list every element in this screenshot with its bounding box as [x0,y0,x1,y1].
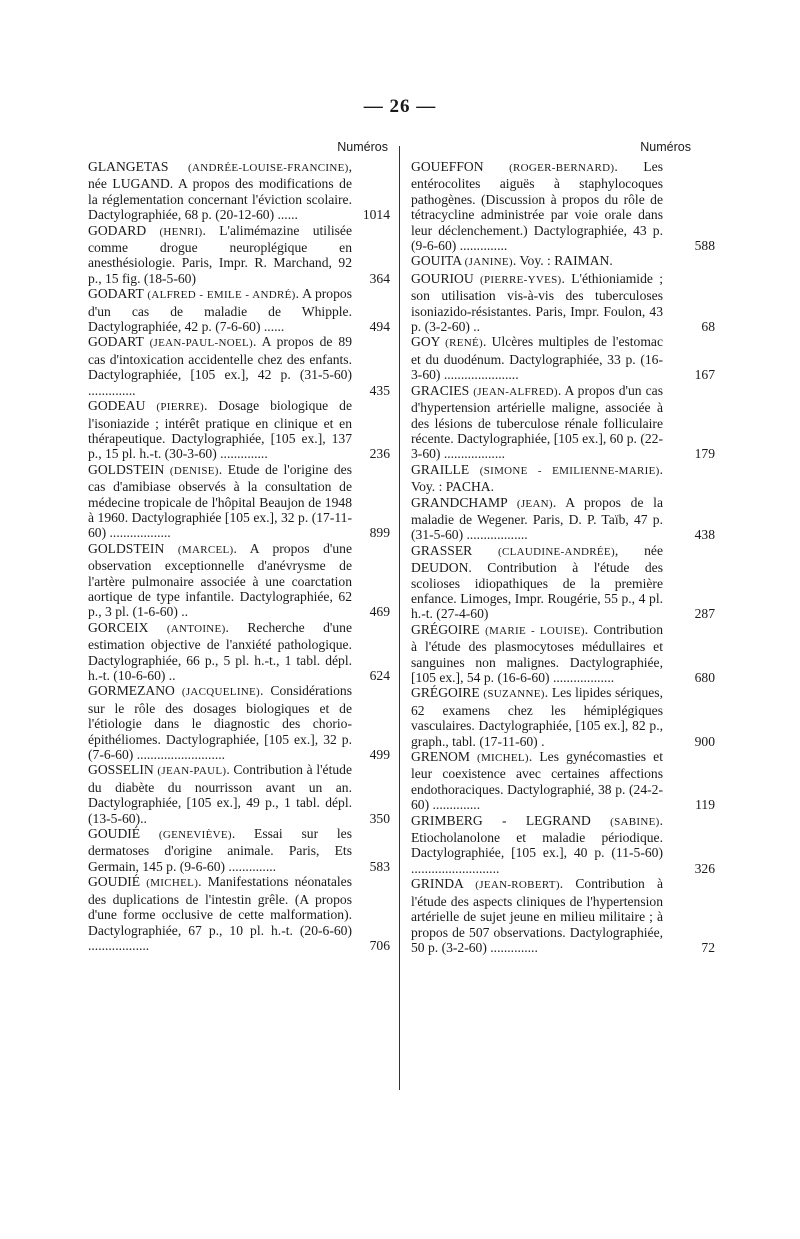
bibliography-entry [411,334,715,383]
author-surname: GRENOM [411,749,470,765]
bibliography-entry [88,762,390,826]
author-surname: GODARD [88,222,147,238]
author-surname: GRANDCHAMP [411,494,508,510]
bibliography-entry [411,462,693,495]
entry-text: . A propos d'un cas de maladie de Whipple. Dactylographiée, 42 p. (7-6-60) ...... [88,286,352,335]
entry-number: 438 [694,527,715,543]
entry-number: 350 [369,810,390,826]
author-given-names: (JEAN-PAUL) [157,765,227,778]
bibliography-entry [88,398,390,462]
entry-text: , née DEUDON. Contribution à l'étude des scolioses idiopathiques de la première enfance. Limoges, Impr. Rougérie, 55 p., 4 pl. h.-t. (27-4-60) [411,542,663,622]
entry-number: 900 [694,733,715,749]
entry-text: . A propos d'un cas d'hypertension artérielle maligne, associée à des lésions de tuberculose rénale folliculaire récente. Dactylographiée, [105 ex.], 60 p. (22-3-60) .................. [411,382,663,462]
author-surname: GLANGETAS [88,159,169,174]
entry-number: 236 [369,446,390,462]
entry-text: . Les entérocolites aiguës à staphylocoques pathogènes. (Discussion à propos du rôle de tétracycline administrée par voie orale dans leur déclenchement.) Dactylographiée, 43 p. (9-6-60) .............. [411,159,663,254]
bibliography-entry [88,683,390,762]
author-surname: GRASSER [411,542,473,558]
author-given-names: (ALFRED - EMILE - ANDRÉ) [147,289,296,302]
entry-text: . Recherche d'une estimation objective de l'anxiété pathologique. Dactylographiée, 66 p., 5 pl. h.-t., 1 tabl. dépl. h.-t. (10-6-60) .. [88,619,352,683]
author-surname: GODART [88,334,144,350]
author-surname: GRINDA [411,876,464,892]
author-surname: GRÉGOIRE [411,685,480,701]
bibliography-entry [88,286,390,334]
entry-number: 494 [369,319,390,335]
bibliography-entry [411,253,693,270]
bibliography-entry [88,874,390,953]
bibliography-entry [411,542,715,622]
bibliography-entry [411,159,715,254]
author-given-names: (JEAN-PAUL-NOEL) [149,337,253,350]
author-given-names: (JANINE) [464,256,513,269]
entry-text: . Etiocholanolone et maladie périodique. Dactylographiée, [105 ex.], 40 p. (11-5-60) .......................... [411,812,663,876]
entry-number: 1014 [362,207,390,223]
bibliography-entry [411,876,715,955]
author-given-names: (MARIE - LOUISE) [485,624,585,637]
entry-number: 680 [694,670,715,685]
author-given-names: (ROGER-BERNARD) [509,162,615,174]
entry-number: 583 [369,858,390,874]
bibliography-entry [88,159,390,223]
author-given-names: (HENRI) [159,225,203,238]
entry-text: . Les gynécomasties et leur coexistence avec certaines affections endothoraciques. Dactylographié, 38 p. (24-2-60) .............. [411,749,663,813]
entry-number: 167 [694,367,715,383]
bibliography-entry [88,462,390,541]
author-surname: GOUDIÉ [88,826,141,842]
author-surname: GRÉGOIRE [411,621,480,637]
entry-number: 119 [695,797,715,813]
bibliography-entry [411,270,715,335]
entry-text: . Contribution à l'étude des aspects cliniques de l'hypertension artérielle de sujet jeune en milieu militaire ; à propos de 507 observations. Dactylographiée, 50 p. (3-2-60) .............. [411,876,663,955]
bibliography-entry [88,223,390,287]
author-given-names: (JACQUELINE) [181,686,261,699]
bibliography-entry [411,749,715,813]
author-given-names: (DENISE) [169,464,219,477]
author-surname: GODART [88,286,144,302]
entry-text: . Contribution à l'étude du diabète du nourrisson avant un an. Dactylographiée, [105 ex.], 49 p., 1 tabl. dépl. (13-5-60).. [88,762,352,826]
author-surname: GOLDSTEIN [88,540,165,556]
author-surname: GORCEIX [88,619,149,635]
entry-number: 469 [369,604,390,620]
entry-number: 624 [369,668,390,683]
column-header: Numéros [337,140,388,154]
author-given-names: (MICHEL) [477,752,529,765]
bibliography-entry [411,494,715,543]
author-given-names: (GENEVIÈVE) [158,829,232,842]
entry-text: . Etude de l'origine des cas d'amibiase observés à la consultation de médecine tropicale de l'hôpital Beaujon de 1948 à 1960. Dactylographiée [105 ex.], 32 p. (17-11-60) .................. [88,461,352,541]
author-given-names: (MICHEL) [146,877,199,890]
author-given-names: (SABINE) [610,815,660,828]
entry-text: . Considérations sur le rôle des dosages biologiques et de l'étiologie dans le diagnostic des chorio-épithéliomes. Dactylographiée, [105 ex.], 32 p. (7-6-60) .......................... [88,683,352,763]
entry-text: . Essai sur les dermatoses d'origine animale. Paris, Ets Germain, 145 p. (9-6-60) .............. [88,826,352,874]
entry-list [88,159,390,953]
author-surname: GOLDSTEIN [88,461,165,477]
entry-text: . A propos d'une observation exceptionnelle d'anévrysme de l'artère pulmonaire associée à une coarctation aortique de type infantile. Dactylographiée, 62 p., 3 pl. (1-6-60) .. [88,540,352,620]
author-surname: GOUDIÉ [88,874,141,890]
entry-text: . A propos de la maladie de Wegener. Paris, D. P. Taïb, 47 p. (31-5-60) .................. [411,494,663,543]
entry-number: 179 [694,446,715,462]
page-number: — 26 — [363,96,437,117]
author-surname: GODEAU [88,398,146,414]
bibliography-entry [88,620,390,684]
author-given-names: (CLAUDINE-ANDRÉE) [498,545,615,558]
entry-text: . Voy. : RAIMAN. [512,253,613,269]
author-given-names: (JEAN-ROBERT) [475,879,560,892]
entry-text: . Contribution à l'étude des plasmocytoses médullaires et sanguines non malignes. Dactylographiée, [105 ex.], 54 p. (16-6-60) .................. [411,621,664,685]
author-surname: GOUITA [411,253,462,269]
author-given-names: (PIERRE-YVES) [479,273,562,286]
column-divider [399,146,400,1090]
author-given-names: (ANDRÉE-LOUISE-FRANCINE) [188,162,349,174]
bibliography-entry [88,334,390,398]
author-given-names: (PIERRE) [156,401,204,414]
bibliography-entry [411,685,715,749]
right-column [411,140,715,955]
entry-list [411,159,715,955]
entry-text: . Les lipides sériques, 62 examens chez les hémiplégiques vasculaires. Dactylographiée, [105 ex.], 82 p., graph., tabl. (17-11-60) . [411,685,663,749]
entry-number: 287 [694,606,715,622]
column-header: Numéros [640,140,691,154]
entry-number: 72 [701,939,715,955]
author-surname: GRAILLE [411,461,470,477]
entry-number: 588 [694,238,715,254]
author-given-names: (SIMONE - EMILIENNE-MARIE) [479,464,660,477]
author-surname: GRIMBERG - LEGRAND [411,812,591,828]
author-given-names: (SUZANNE) [483,688,545,701]
author-given-names: (RENÉ) [445,337,484,350]
bibliography-entry [88,541,390,620]
bibliography-entry [88,826,390,874]
entry-text: . Ulcères multiples de l'estomac et du duodénum. Dactylographiée, 33 p. (16-3-60) ...................... [411,334,663,383]
entry-number: 68 [701,319,715,335]
entry-text: . A propos de 89 cas d'intoxication accidentelle chez des enfants. Dactylographiée, [105 ex.], 42 p. (31-5-60) .............. [88,334,352,398]
author-surname: GORMEZANO [88,683,175,699]
author-given-names: (ANTOINE) [166,622,226,635]
entry-number: 899 [369,525,390,541]
entry-number: 435 [369,382,390,398]
author-surname: GOUEFFON [411,159,484,174]
bibliography-entry [411,621,715,686]
entry-text: . Manifestations néonatales des duplications de l'intestin grêle. (A propos d'une forme occlusive de cette malformation). Dactylographiée, 67 p., 10 pl. h.-t. (20-6-60) .................. [88,874,353,953]
bibliography-entry [411,812,715,877]
author-surname: GRACIES [411,382,470,398]
entry-text: , née LUGAND. A propos des modifications de la réglementation concernant l'éviction scolaire. Dactylographiée, 68 p. (20-12-60) ...... [88,159,352,223]
author-surname: GOY [411,334,440,350]
entry-text: . L'éthioniamide ; son utilisation vis-à-vis des tuberculoses isoniazido-résistantes. Paris, Impr. Foulon, 43 p. (3-2-60) .. [411,270,663,335]
entry-number: 706 [369,937,390,953]
entry-text: . L'alimémazine utilisée comme drogue neuroplégique en anesthésiologie. Paris, Impr. R. Marchand, 92 p., 15 fig. (18-5-60) [88,222,352,286]
author-given-names: (JEAN-ALFRED) [473,385,558,398]
entry-number: 364 [369,270,390,286]
bibliography-entry [411,382,715,462]
entry-number: 499 [369,747,390,763]
left-column [88,140,390,953]
entry-text: . Voy. : PACHA. [411,461,663,495]
entry-number: 326 [694,860,715,876]
author-given-names: (MARCEL) [177,543,234,556]
entry-text: . Dosage biologique de l'isoniazide ; intérêt pratique en clinique et en thérapeutique. Dactylographiée, [105 ex.], 137 p., 15 pl. h.-t. (30-3-60) .............. [88,398,352,462]
author-surname: GOURIOU [411,270,474,286]
author-given-names: (JEAN) [516,497,553,510]
author-surname: GOSSELIN [88,762,154,778]
